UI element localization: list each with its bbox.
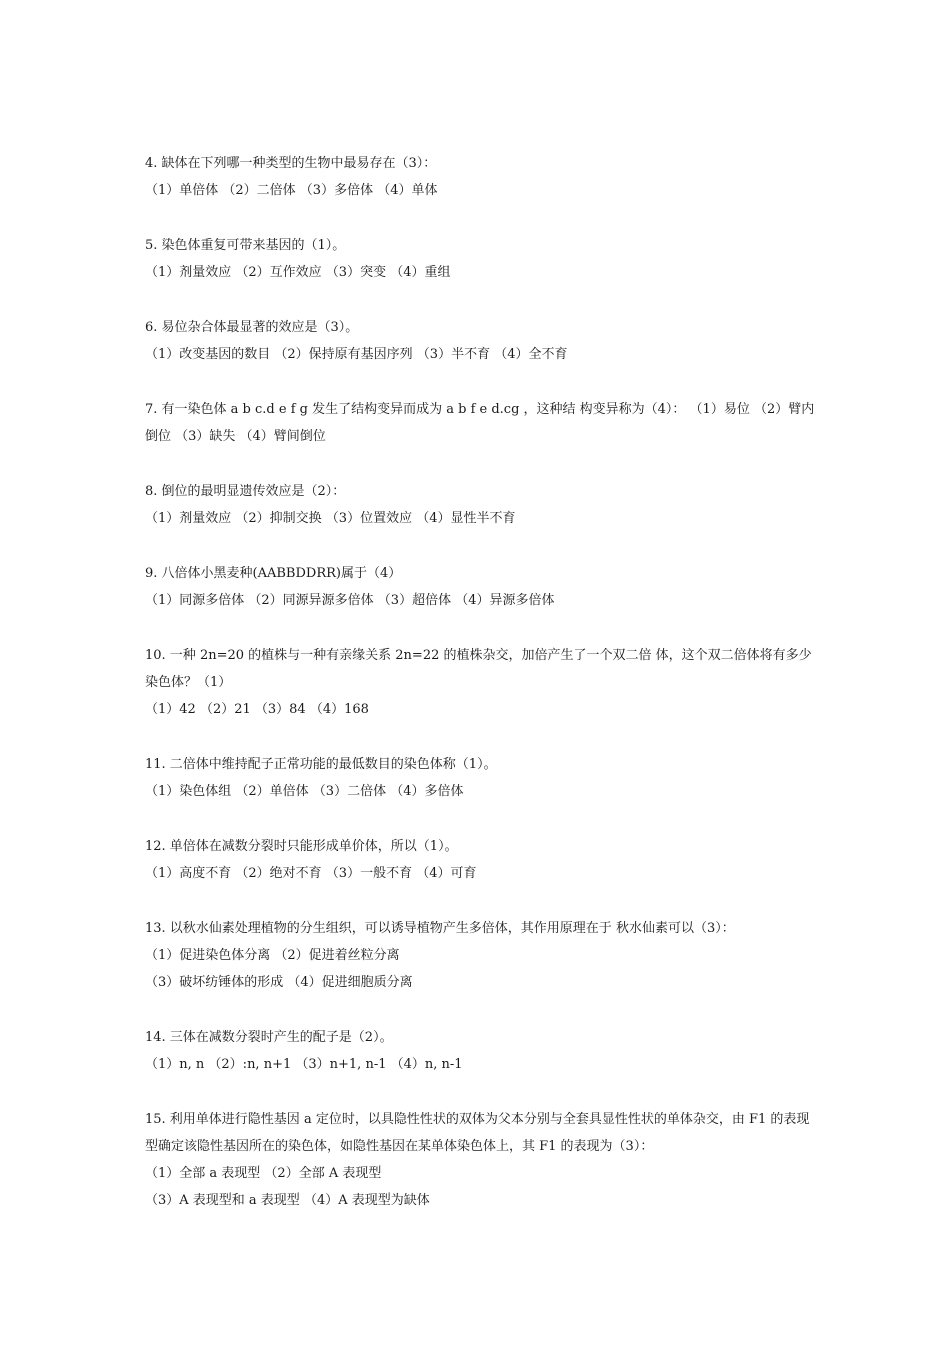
question-text: 6. 易位杂合体最显著的效应是（3）。 [145, 320, 359, 335]
question-text: 7. 有一染色体 a b c.d e f g 发生了结构变异而成为 a b f e d.cg ，这种结 构变异称为（4）： （1）易位 （2）臂内倒位 （3）缺失 （4）臂间倒位 [145, 402, 815, 444]
answer-options: （1）染色体组 （2）单倍体 （3）二倍体 （4）多倍体 [145, 784, 464, 799]
question-12 [145, 833, 817, 887]
answer-options: （1）改变基因的数目 （2）保持原有基因序列 （3）半不育 （4）全不育 [145, 347, 568, 362]
question-4 [145, 150, 817, 204]
question-text: 9. 八倍体小黑麦种(AABBDDRR)属于（4） [145, 566, 402, 581]
answer-options: （1）42 （2）21 （3）84 （4）168 [145, 702, 369, 717]
question-text: 11. 二倍体中维持配子正常功能的最低数目的染色体称（1）。 [145, 757, 497, 772]
question-text: 12. 单倍体在减数分裂时只能形成单价体，所以（1）。 [145, 839, 458, 854]
question-text: 13. 以秋水仙素处理植物的分生组织，可以诱导植物产生多倍体，其作用原理在于 秋水仙素可以（3）： [145, 921, 735, 936]
question-13 [145, 915, 817, 996]
question-5 [145, 232, 817, 286]
answer-options: （1）n, n （2）:n, n+1 （3）n+1, n-1 （4）n, n-1 [145, 1057, 463, 1072]
answer-options: （1）促进染色体分离 （2）促进着丝粒分离 [145, 948, 400, 963]
question-10 [145, 642, 817, 723]
answer-options: （1）剂量效应 （2）抑制交换 （3）位置效应 （4）显性半不育 [145, 511, 516, 526]
question-text: 8. 倒位的最明显遗传效应是（2）： [145, 484, 346, 499]
question-text: 5. 染色体重复可带来基因的（1）。 [145, 238, 346, 253]
question-11 [145, 751, 817, 805]
question-9 [145, 560, 817, 614]
question-15 [145, 1106, 817, 1214]
question-text: 14. 三体在减数分裂时产生的配子是（2）。 [145, 1030, 393, 1045]
question-7 [145, 396, 817, 450]
answer-options: （1）高度不育 （2）绝对不育 （3）一般不育 （4）可育 [145, 866, 477, 881]
answer-options: （3）破坏纺锤体的形成 （4）促进细胞质分离 [145, 975, 413, 990]
answer-options: （1）剂量效应 （2）互作效应 （3）突变 （4）重组 [145, 265, 451, 280]
question-text: 15. 利用单体进行隐性基因 a 定位时，以具隐性性状的双体为父本分别与全套具显性性状的单体杂交，由 F1 的表现型确定该隐性基因所在的染色体，如隐性基因在某单体染色体上，其 F1 的表现为（3）： [145, 1112, 810, 1154]
answer-options: （3）A 表现型和 a 表现型 （4）A 表现型为缺体 [145, 1193, 430, 1208]
question-8 [145, 478, 817, 532]
question-6 [145, 314, 817, 368]
question-text: 10. 一种 2n=20 的植株与一种有亲缘关系 2n=22 的植株杂交，加倍产生了一个双二倍 体，这个双二倍体将有多少染色体？（1） [145, 648, 812, 690]
question-14 [145, 1024, 817, 1078]
answer-options: （1）全部 a 表现型 （2）全部 A 表现型 [145, 1166, 382, 1181]
document-page [145, 150, 817, 1242]
answer-options: （1）同源多倍体 （2）同源异源多倍体 （3）超倍体 （4）异源多倍体 [145, 593, 555, 608]
answer-options: （1）单倍体 （2）二倍体 （3）多倍体 （4）单体 [145, 183, 438, 198]
question-text: 4. 缺体在下列哪一种类型的生物中最易存在（3）： [145, 156, 437, 171]
